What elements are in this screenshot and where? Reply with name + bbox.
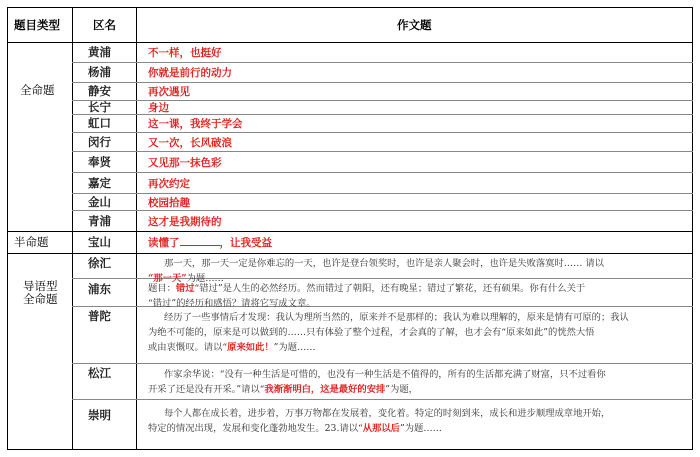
district-chongming: 崇明 bbox=[88, 408, 111, 422]
topic-changning: 身边 bbox=[148, 102, 169, 114]
district-putuo: 普陀 bbox=[88, 309, 111, 323]
topic-baoshan-post: ，让我受益 bbox=[219, 237, 272, 249]
topic-jingan: 再次遇见 bbox=[148, 86, 190, 98]
prompt-songjiang-line2 bbox=[148, 382, 693, 397]
prompt-text: 为题…… bbox=[186, 273, 224, 284]
prompt-chongming bbox=[148, 406, 693, 436]
prompt-pudong-line1 bbox=[148, 281, 693, 296]
district-qingpu: 青浦 bbox=[88, 214, 111, 228]
row-divider bbox=[72, 210, 693, 211]
prompt-text: 作家余华说：“没有一种生活是可惜的，也没有一种生活是不值得的，所有的生活都充满了财富，只不过看你 bbox=[164, 369, 606, 380]
prompt-putuo-line2 bbox=[148, 325, 693, 340]
prompt-highlight: 原来如此！ bbox=[227, 342, 274, 353]
header-type: 题目类型 bbox=[14, 18, 60, 32]
prompt-putuo-line3 bbox=[148, 340, 693, 355]
prompt-putuo bbox=[148, 310, 693, 355]
district-pudong: 浦东 bbox=[88, 282, 111, 296]
row-divider bbox=[72, 363, 693, 364]
prompt-chongming-line2 bbox=[148, 421, 693, 436]
prompt-text: “错过”的经历和感悟？请将它写成文章。 bbox=[148, 298, 316, 309]
prompt-text: ”为题…… bbox=[273, 342, 316, 353]
type-guided-line1: 导语型 bbox=[23, 279, 58, 293]
topic-qingpu: 这才是我期待的 bbox=[148, 216, 222, 228]
district-fengxian: 奉贤 bbox=[88, 155, 111, 169]
prompt-pudong bbox=[148, 281, 693, 311]
prompt-text: 每个人都在成长着，进步着，万事万物都在发展着，变化着。特定的时刻到来，成长和进步顺理成章地开始， bbox=[164, 408, 611, 419]
row-divider bbox=[72, 193, 693, 194]
table-border-top bbox=[7, 7, 693, 8]
type-guided-line2: 全命题 bbox=[23, 292, 58, 306]
prompt-highlight: 错过 bbox=[175, 283, 195, 294]
prompt-text: ”为题， bbox=[385, 384, 418, 395]
header-district: 区名 bbox=[93, 18, 116, 32]
table-border-left bbox=[7, 7, 8, 450]
prompt-songjiang-line1 bbox=[148, 367, 693, 382]
prompt-text: 那一天，那一天一定是你难忘的一天，也许是登台领奖时，也许是亲人聚会时，也许是失败落寞时…… 请以 bbox=[164, 258, 604, 269]
prompt-text: 或由衷慨叹。请以“ bbox=[148, 342, 228, 353]
prompt-putuo-line1 bbox=[148, 310, 693, 325]
group-divider bbox=[7, 231, 693, 232]
prompt-highlight: “那一天” bbox=[148, 273, 187, 284]
topic-hongkou: 这一课，我终于学会 bbox=[148, 118, 243, 130]
prompt-text: 题目： bbox=[148, 283, 176, 294]
district-minhang: 闵行 bbox=[88, 135, 111, 149]
prompt-text: 特定的情况出现，发展和变化蓬勃地发生。23.请以“ bbox=[148, 423, 363, 434]
district-jinshan: 金山 bbox=[88, 195, 111, 209]
topic-minhang: 又一次，长风破浪 bbox=[148, 137, 232, 149]
row-divider bbox=[72, 151, 693, 152]
topic-huangpu: 不一样，也挺好 bbox=[148, 47, 222, 59]
prompt-xuhui-line1 bbox=[148, 256, 688, 271]
district-songjiang: 松江 bbox=[88, 366, 111, 380]
district-huangpu: 黄浦 bbox=[88, 45, 111, 59]
prompt-chongming-line1 bbox=[148, 406, 693, 421]
col-divider-2 bbox=[136, 7, 137, 450]
table-border-bottom bbox=[7, 449, 693, 450]
prompt-text: “错过”是人生的必然经历。然而错过了朝阳，还有晚星；错过了繁花，还有硕果。你有什么关于 bbox=[194, 283, 586, 294]
header-title: 作文题 bbox=[397, 18, 432, 32]
district-baoshan: 宝山 bbox=[88, 235, 111, 249]
district-jiading: 嘉定 bbox=[88, 176, 111, 190]
type-half: 半命题 bbox=[14, 235, 49, 249]
row-divider bbox=[72, 132, 693, 133]
row-divider bbox=[72, 399, 693, 400]
prompt-highlight: 我渐渐明白，这是最好的安排 bbox=[264, 384, 386, 395]
prompt-text: ”为题…… bbox=[399, 423, 442, 434]
row-divider bbox=[72, 82, 693, 83]
prompt-text: 为绝不可能的，原来是可以做到的……只有体验了整个过程，才会真的了解，也才会有“原来如此”的恍然大悟 bbox=[148, 327, 595, 338]
row-divider bbox=[72, 62, 693, 63]
type-full: 全命题 bbox=[20, 83, 55, 97]
topic-jinshan: 校园拾趣 bbox=[148, 197, 190, 209]
topic-fengxian: 又见那一抹色彩 bbox=[148, 157, 222, 169]
topic-jiading: 再次约定 bbox=[148, 178, 190, 190]
prompt-highlight: 从那以后 bbox=[362, 423, 400, 434]
fill-in-blank bbox=[180, 236, 220, 246]
prompt-text: 开采了还是没有开采。”请以“ bbox=[148, 384, 265, 395]
topic-baoshan-pre: 读懂了 bbox=[148, 237, 180, 249]
col-divider-1 bbox=[72, 7, 73, 450]
prompt-pudong-line2 bbox=[148, 296, 693, 311]
prompt-songjiang bbox=[148, 367, 693, 397]
topic-baoshan bbox=[148, 236, 272, 250]
district-changning: 长宁 bbox=[88, 100, 111, 114]
district-xuhui: 徐汇 bbox=[88, 256, 111, 270]
group-divider bbox=[7, 253, 693, 254]
district-hongkou: 虹口 bbox=[88, 116, 111, 130]
prompt-text: 经历了一些事情后才发现：我认为理所当然的，原来并不是那样的；我认为难以理解的，原来是情有可原的；我认 bbox=[164, 312, 629, 323]
district-yangpu: 杨浦 bbox=[88, 65, 111, 79]
district-jingan: 静安 bbox=[88, 84, 111, 98]
topic-yangpu: 你就是前行的动力 bbox=[148, 67, 232, 79]
row-divider bbox=[72, 172, 693, 173]
header-divider bbox=[7, 42, 693, 43]
